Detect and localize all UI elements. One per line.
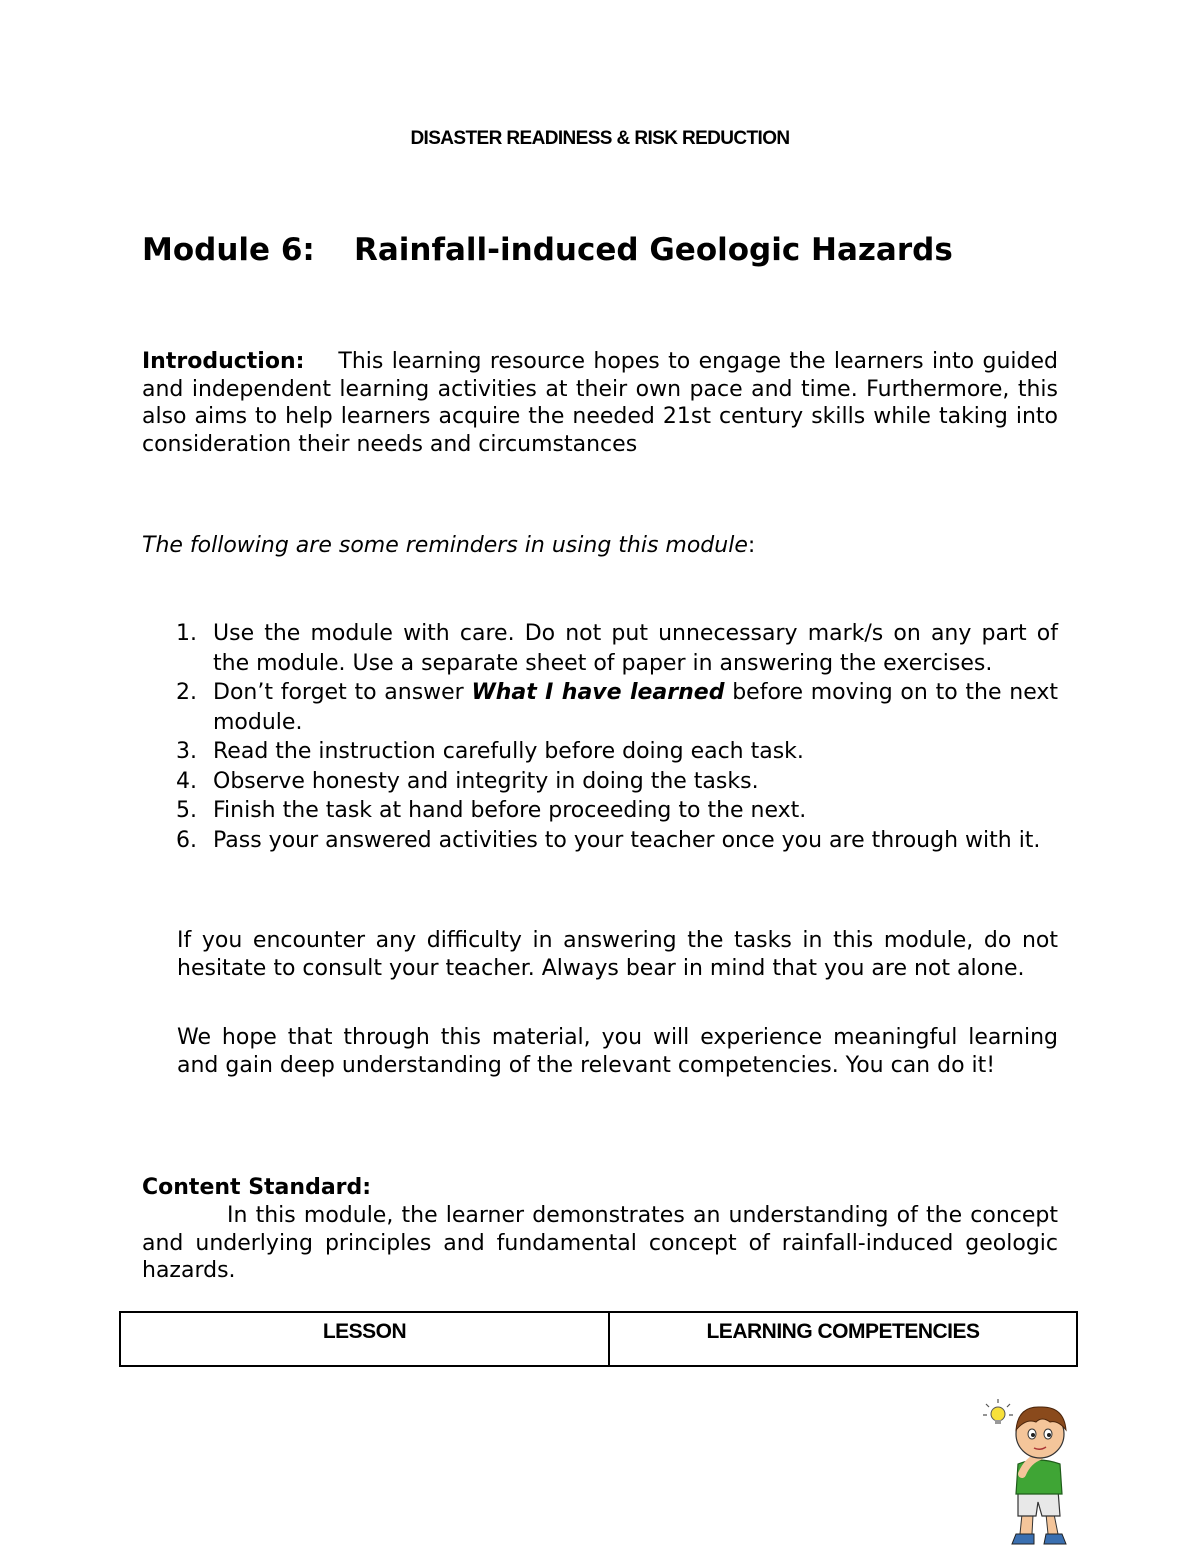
list-item-number: 4. [176,768,197,794]
introduction-text: This learning resource hopes to engage the learners into guided and independent learning activities at their own pace and time. Furthermore, this also aims to help learners acquire the needed 21st century skills while taking into consideration their needs and circumstances [142,349,1058,457]
list-item [176,767,1058,797]
list-item-text: Finish the task at hand before proceeding to the next. [213,798,807,823]
list-item [176,619,1058,678]
list-item-number: 3. [176,739,197,764]
table-header-row [120,1312,1077,1366]
light-bulb-icon [983,1399,1013,1424]
list-item-number: 6. [176,827,197,853]
content-standard-label: Content Standard: [142,1175,372,1200]
content-standard-text: In this module, the learner demonstrates an understanding of the concept and underlying principles and fundamental concept of rainfall-induced geologic hazards. [142,1203,1058,1283]
list-item-emphasis: What I have learned [471,680,725,705]
difficulty-paragraph: If you encounter any difficulty in answering the tasks in this module, do not hesitate to consult your teacher. Always bear in mind that you are not alone. [177,928,1058,981]
list-item-number: 1. [176,621,197,646]
thinking-boy-icon [978,1394,1090,1552]
module-name: Rainfall-induced Geologic Hazards [354,232,953,268]
introduction-paragraph [142,348,1058,458]
list-item [176,678,1058,737]
list-item-text: Observe honesty and integrity in doing the tasks. [213,768,759,794]
list-item-text-after: before moving on to the next module. [213,680,1058,735]
introduction-label: Introduction: [142,349,305,374]
module-title [142,232,953,268]
list-item-text: Pass your answered activities to your teacher once you are through with it. [213,827,1041,853]
list-item-number: 5. [176,798,197,823]
list-item-text: Read the instruction carefully before doing each task. [213,739,804,764]
reminders-list [176,619,1058,855]
table-header-lesson: LESSON [120,1312,609,1366]
list-item [176,737,1058,767]
hope-paragraph: We hope that through this material, you will experience meaningful learning and gain deep understanding of the relevant competencies. You can do it! [177,1025,1058,1078]
reminders-heading-colon: : [747,533,756,558]
list-item-number: 2. [176,680,197,705]
document-header: DISASTER READINESS & RISK REDUCTION [410,128,790,149]
list-item [176,796,1058,826]
list-item-text-before: Don’t forget to answer [213,680,472,705]
lesson-competency-table [119,1311,1078,1367]
reminders-heading [142,533,755,558]
list-item [176,826,1058,856]
table-header-competencies: LEARNING COMPETENCIES [609,1312,1077,1366]
reminders-heading-text: The following are some reminders in using this module [142,533,748,558]
module-number: Module 6: [142,232,315,268]
list-item-text: Use the module with care. Do not put unnecessary mark/s on any part of the module. Use a separate sheet of paper in answering the exercises. [213,621,1058,676]
